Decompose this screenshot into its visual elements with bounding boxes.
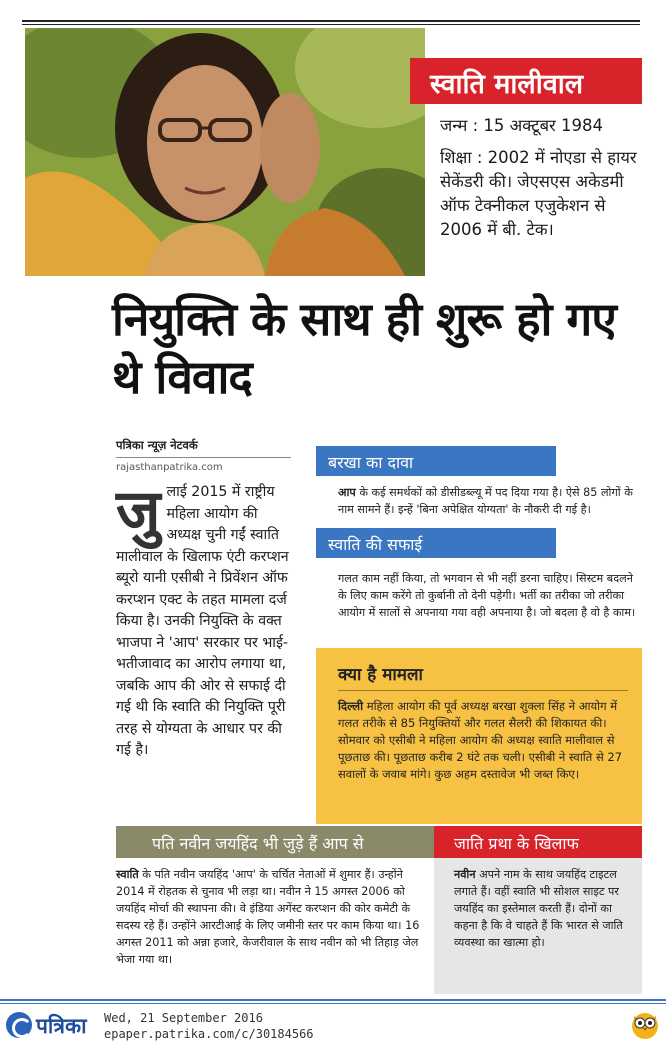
caste-text <box>454 866 634 951</box>
logo-mark-icon <box>6 1012 32 1038</box>
case-body: महिला आयोग की पूर्व अध्यक्ष बरखा शुक्ला सिंह ने आयोग में गलत तरीके से 85 नियुक्तियों और गलत सैलरी की शिकायत की। सोमवार को एसीबी ने महिला आयोग की अध्यक्ष स्वाति मालीवाल से पूछताछ की। पूछताछ करीब 2 घंटे तक चली। एसीबी ने स्वाति से 27 सवालों के जवाब मांगे। कुछ अहम दस्तावेज भी जब्त किए। <box>338 699 623 781</box>
byline-agency: पत्रिका न्यूज़ नेटवर्क <box>116 438 291 458</box>
birth-label: जन्म : <box>440 116 479 135</box>
top-rule <box>22 20 640 25</box>
birth-value: 15 अक्टूबर 1984 <box>483 116 603 135</box>
caste-heading: जाति प्रथा के खिलाफ <box>434 826 642 858</box>
swati-heading: स्वाति की सफाई <box>316 528 556 558</box>
barkha-lead: आप <box>338 486 356 499</box>
logo-text: पत्रिका <box>36 1014 87 1038</box>
case-heading: क्या है मामला <box>338 665 423 685</box>
footer-rule <box>0 999 666 1001</box>
footer-rule-thin <box>0 1003 666 1004</box>
husband-heading: पति नवीन जयहिंद भी जुड़े हैं आप से <box>116 826 434 858</box>
education-row <box>440 146 640 242</box>
epaper-url[interactable]: epaper.patrika.com/c/30184566 <box>104 1027 314 1041</box>
husband-lead: स्वाति <box>116 868 139 881</box>
husband-body: के पति नवीन जयहिंद 'आप' के चर्चित नेताओं में शुमार हैं। उन्होंने 2014 में रोहतक से चुनाव भी लड़ा था। नवीन ने 15 अगस्त 2006 को जयहिंद मोर्चा की स्थापना की। वे इंडिया अगेंस्ट करप्शन की कोर कमेटी के सदस्य रहे हैं। उन्होंने आरटीआई के लिए जमीनी स्तर पर काम किया था। 16 अगस्त 2011 को अन्ना हजारे, केजरीवाल के साथ नवीन को भी तिहाड़ जेल भेजा गया था। <box>116 868 420 966</box>
case-text <box>338 698 632 783</box>
caste-lead: नवीन <box>454 868 476 881</box>
article-body <box>116 477 292 762</box>
case-rule <box>338 690 628 691</box>
profile-name: स्वाति मालीवाल <box>410 58 642 104</box>
barkha-body: के कई समर्थकों को डीसीडब्ल्यू में पद दिया गया है। ऐसे 85 लोगों के नाम सामने हैं। इन्हें 'बिना अपेक्षित योग्यता' के नौकरी दी गई है। <box>338 486 633 516</box>
education-label: शिक्षा : <box>440 148 483 167</box>
footer-meta <box>104 1010 314 1042</box>
patrika-logo[interactable] <box>6 1010 98 1040</box>
byline-site: rajasthanpatrika.com <box>116 462 223 473</box>
barkha-heading: बरखा का दावा <box>316 446 556 476</box>
headline: नियुक्ति के साथ ही शुरू हो गए थे विवाद <box>112 292 616 404</box>
article-body-text: लाई 2015 में राष्ट्रीय महिला आयोग की अध्यक्ष चुनी गईं स्वाति मालीवाल के खिलाफ एंटी करप्शन ब्यूरो यानी एसीबी ने प्रिवेंशन ऑफ करप्शन एक्ट के तहत मामला दर्ज किया है। उनकी नियुक्ति के वक्त भाजपा ने 'आप' सरकार पर भाई-भतीजावाद का आरोप लगाया था, जबकि आप की ओर से सफाई दी गई थी कि स्वाति की नियुक्ति पूरी तरह से योग्यता के आधार पर की गई है। <box>116 484 289 758</box>
byline <box>116 438 291 473</box>
husband-text <box>116 866 422 968</box>
swati-text: गलत काम नहीं किया, तो भगवान से भी नहीं डरना चाहिए। सिस्टम बदलने के लिए काम करेंगे तो कुर्बानी तो देनी पड़ेगी। भर्ती का तरीका जो तरीका आयोग में सालों से अपनाया गया वही अपनाया है। जो बदला है वो है काम। <box>338 572 636 619</box>
portrait-photo <box>25 28 425 276</box>
education-value: 2002 में नोएडा से हायर सेकेंडरी की। जेएसएस अकेडमी ऑफ टेक्नीकल एजुकेशन से 2006 में बी. टेक। <box>440 148 637 239</box>
owl-icon <box>630 1008 660 1040</box>
dropcap: जु <box>116 477 161 547</box>
profile-details <box>440 114 640 250</box>
barkha-text <box>338 484 642 518</box>
caste-body: अपने नाम के साथ जयहिंद टाइटल लगाते हैं। वहीं स्वाति भी सोशल साइट पर जयहिंद का इस्तेमाल करती हैं। दोनों का कहना है कि वे चाहते हैं कि भारत से जाति व्यवस्था का खात्मा हो। <box>454 868 623 949</box>
case-lead: दिल्ली <box>338 699 364 713</box>
birth-row <box>440 114 640 138</box>
edition-date: Wed, 21 September 2016 <box>104 1011 263 1025</box>
